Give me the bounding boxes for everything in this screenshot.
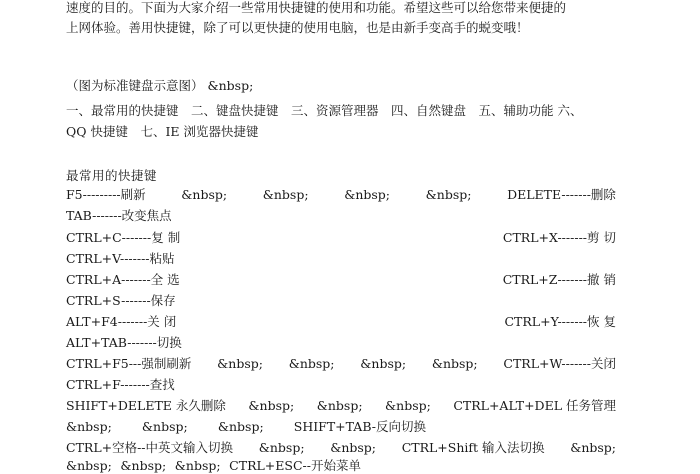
shortcut-text: CTRL+空格--中英文输入切换 [66,440,234,455]
shortcut-text: F5---------刷新 [66,187,146,202]
shortcut-text: &nbsp; [217,356,263,371]
shortcut-text: CTRL+Y-------恢 复 [504,314,616,329]
shortcut-text: CTRL+ESC--开始菜单 [229,458,361,473]
shortcut-row [66,230,616,246]
shortcut-text: &nbsp; [425,187,472,202]
shortcut-row: TAB-------改变焦点 [66,208,172,223]
shortcut-text: CTRL+W-------关闭 [503,356,616,371]
shortcut-row [66,398,616,414]
shortcut-text: SHIFT+DELETE 永久删除 [66,398,226,413]
shortcut-row [66,314,616,330]
shortcut-row [66,356,616,372]
intro-line-2: 上网体验。善用快捷键，除了可以更快捷的使用电脑，也是由新手变高手的蜕变哦！ [66,20,529,35]
shortcut-text: &nbsp; [258,440,305,455]
shortcut-row [66,419,426,435]
shortcut-text: CTRL+X-------剪 切 [502,230,616,245]
shortcut-row: CTRL+S-------保存 [66,293,176,308]
shortcut-text: &nbsp; [570,440,616,455]
section-title: 最常用的快捷键 [66,168,158,183]
shortcut-text: SHIFT+TAB-反向切换 [293,419,426,434]
shortcut-text: &nbsp; [262,187,309,202]
shortcut-text: DELETE-------删除 [507,187,616,202]
shortcut-row [66,187,616,203]
shortcut-row [66,440,616,456]
shortcut-text: ALT+F4-------关 闭 [66,314,177,329]
shortcut-text: &nbsp; [217,419,264,434]
shortcut-text: &nbsp; [344,187,390,202]
shortcut-text: &nbsp; [316,398,363,413]
shortcut-text: &nbsp; [181,187,228,202]
shortcut-text: CTRL+F5---强制刷新 [66,356,192,371]
toc-line-1: 一、最常用的快捷键 二、键盘快捷键 三、资源管理器 四、自然键盘 五、辅助功能 六、 [66,103,583,118]
toc-line-2: QQ 快捷键 七、IE 浏览器快捷键 [66,124,259,139]
shortcut-row: CTRL+V-------粘贴 [66,251,175,266]
shortcut-text: &nbsp; [330,440,377,455]
shortcut-text: CTRL+A-------全 选 [66,272,180,287]
shortcut-row: CTRL+F-------查找 [66,377,175,392]
shortcut-row: ALT+TAB-------切换 [66,335,182,350]
shortcut-text: &nbsp; [385,398,431,413]
shortcut-row [66,272,616,288]
shortcut-text: &nbsp; [174,458,221,473]
image-caption: （图为标准键盘示意图） &nbsp; [66,78,254,93]
shortcut-text: &nbsp; [120,458,167,473]
shortcut-text: &nbsp; [66,419,112,434]
shortcut-text: &nbsp; [248,398,295,413]
shortcut-text: CTRL+ALT+DEL 任务管理 [453,398,616,413]
intro-line-1: 速度的目的。下面为大家介绍一些常用快捷键的使用和功能。希望这些可以给您带来便捷的 [66,0,567,15]
shortcut-text: &nbsp; [66,458,112,473]
shortcut-row [66,458,361,474]
shortcut-text: &nbsp; [431,356,478,371]
shortcut-text: CTRL+Shift 输入法切换 [401,440,545,455]
shortcut-text: CTRL+C-------复 制 [66,230,181,245]
shortcut-text: &nbsp; [288,356,335,371]
shortcut-text: CTRL+Z-------撤 销 [502,272,616,287]
shortcut-text: &nbsp; [360,356,407,371]
shortcut-text: &nbsp; [141,419,188,434]
